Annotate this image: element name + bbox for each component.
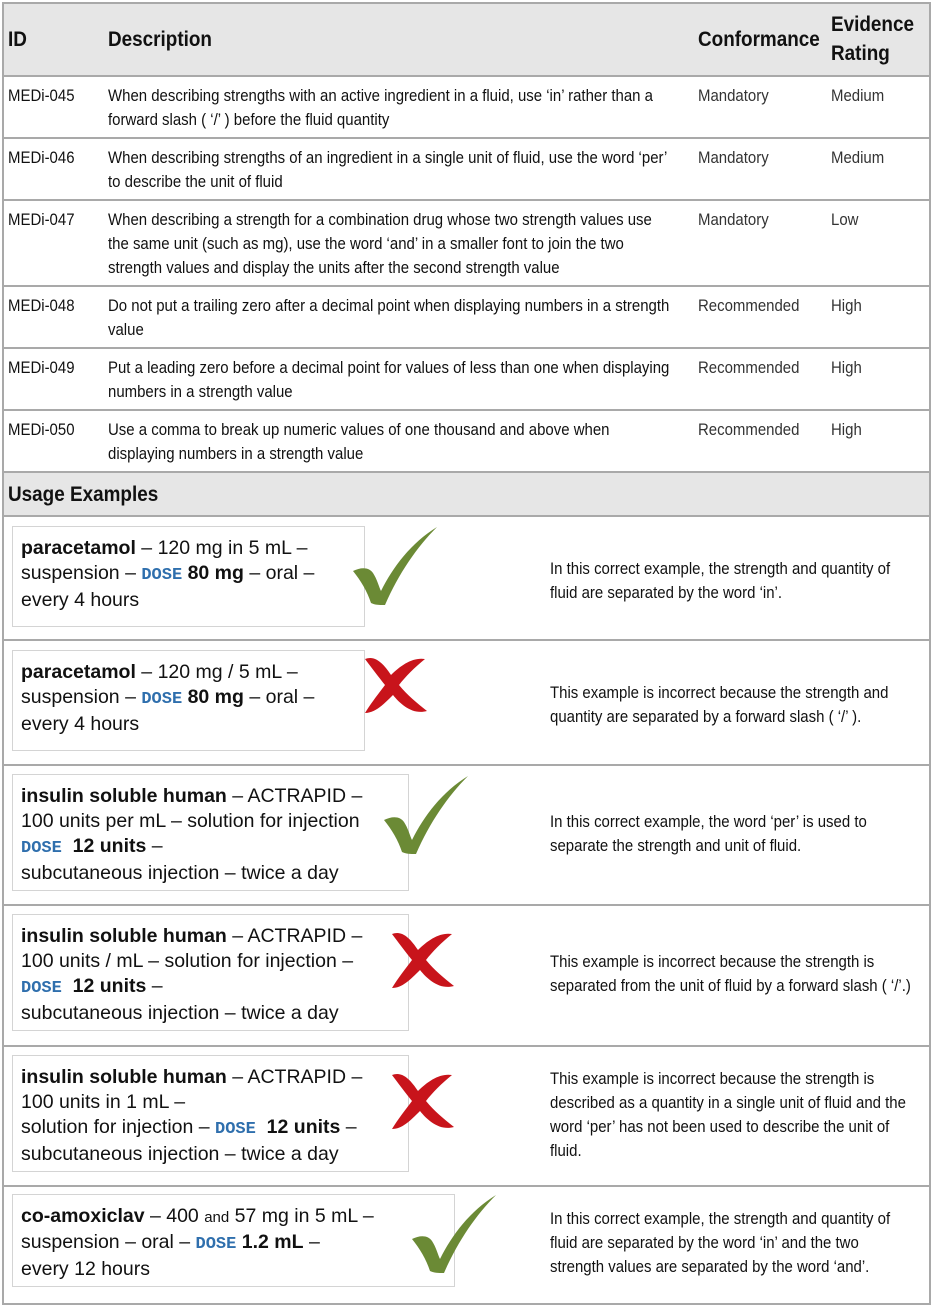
strength-text: 100 units per mL – solution for injection [21,810,360,832]
drug-name: paracetamol [21,537,136,559]
drug-name: insulin soluble human [21,1066,227,1088]
example-explanation [550,1067,928,1163]
dose-value: 1.2 mL [236,1231,304,1253]
strength-text: 100 units / mL – solution for injection – [21,950,354,972]
rule-description [108,146,689,194]
header-id: ID [8,28,27,51]
example-card [12,774,409,891]
desc-line: Do not put a trailing zero after a decimal point when displaying numbers in a strength [108,296,670,315]
cross-icon [388,1071,456,1131]
desc-line: value [108,320,144,339]
desc-line: When describing a strength for a combination drug whose two strength values use [108,210,652,229]
rule-id: MEDi-047 [8,210,75,229]
rule-conformance: Recommended [698,296,800,315]
dose-label: DOSE [195,1235,237,1254]
explanation-line: This example is incorrect because the strength is [550,1069,875,1088]
desc-line: numbers in a strength value [108,382,293,401]
rule-evidence: Low [831,210,859,229]
rule-evidence: Medium [831,86,885,105]
strength-text: – 400 [144,1205,205,1227]
rule-id: MEDi-045 [8,86,75,105]
example-card [12,526,365,627]
desc-line: Put a leading zero before a decimal point for values of less than one when displaying [108,358,670,377]
example-row [4,1047,929,1187]
rule-description [108,208,689,280]
header-evidence-line2: Rating [831,42,890,65]
rule-conformance: Mandatory [698,210,769,229]
table-row [4,349,929,411]
route-text: – oral – [243,686,315,708]
example-row [4,517,929,641]
table-header [4,4,929,77]
table-row [4,139,929,201]
frequency-text: every 4 hours [21,713,140,735]
header-conformance: Conformance [698,28,820,51]
explanation-line: word ‘per’ has not been used to describe the unit of [550,1117,890,1136]
brand-text: – ACTRAPID – [226,785,363,807]
explanation-line: In this correct example, the strength and quantity of [550,1209,891,1228]
drug-name: insulin soluble human [21,925,227,947]
example-row [4,1187,929,1305]
rule-id: MEDi-048 [8,296,75,315]
table-row [4,287,929,349]
example-card [12,1194,455,1287]
explanation-line: fluid. [550,1141,582,1160]
rule-description [108,294,689,342]
explanation-line: separated from the unit of fluid by a forward slash ( ‘/’.) [550,976,911,995]
rule-conformance: Mandatory [698,86,769,105]
explanation-line: quantity are separated by a forward slash ( ‘/’ ). [550,707,862,726]
explanation-line: fluid are separated by the word ‘in’. [550,583,783,602]
drug-name: insulin soluble human [21,785,227,807]
rule-evidence: High [831,420,862,439]
explanation-line: In this correct example, the word ‘per’ is used to [550,812,867,831]
rule-evidence: High [831,296,862,315]
desc-line: the same unit (such as mg), use the word ‘and’ in a smaller font to join the two [108,234,624,253]
example-explanation [550,1207,928,1279]
form-route-text: suspension – oral – [21,1231,196,1253]
strength-text: 57 mg in 5 mL – [229,1205,374,1227]
example-card [12,914,409,1031]
desc-line: forward slash ( ‘/’ ) before the fluid quantity [108,110,390,129]
desc-line: When describing strengths with an active ingredient in a fluid, use ‘in’ rather than a [108,86,653,105]
brand-text: – ACTRAPID – [226,1066,363,1088]
cross-icon [361,655,429,715]
table-row [4,77,929,139]
dose-sep: – [146,975,163,997]
dose-sep: – [340,1116,357,1138]
dose-label: DOSE [21,979,62,998]
route-frequency-text: subcutaneous injection – twice a day [21,1002,339,1024]
dose-value: 12 units [61,975,147,997]
rule-evidence: High [831,358,862,377]
table-row [4,411,929,473]
strength-text: 100 units in 1 mL – [21,1091,186,1113]
dose-value: 80 mg [182,562,244,584]
dose-label: DOSE [141,690,183,709]
rule-id: MEDi-046 [8,148,75,167]
rule-conformance: Recommended [698,358,800,377]
header-evidence-line1: Evidence [831,13,914,36]
example-row [4,766,929,906]
desc-line: When describing strengths of an ingredient in a single unit of fluid, use the word ‘per’ [108,148,668,167]
dose-value: 12 units [255,1116,341,1138]
dose-sep: – [146,835,163,857]
cross-icon [388,930,456,990]
example-card [12,650,365,751]
section-header [4,473,929,517]
guidance-table [2,2,931,1305]
rule-conformance: Recommended [698,420,800,439]
checkmark-icon [351,525,441,607]
desc-line: strength values and display the units after the second strength value [108,258,560,277]
desc-line: to describe the unit of fluid [108,172,283,191]
dose-label: DOSE [141,566,183,585]
explanation-line: described as a quantity in a single unit of fluid and the [550,1093,906,1112]
dose-label: DOSE [21,839,62,858]
desc-line: displaying numbers in a strength value [108,444,364,463]
rule-evidence: Medium [831,148,885,167]
dose-label: DOSE [215,1120,256,1139]
form-text: suspension – [21,686,142,708]
form-text: suspension – [21,562,142,584]
rule-id: MEDi-049 [8,358,75,377]
desc-line: Use a comma to break up numeric values of one thousand and above when [108,420,610,439]
section-title: Usage Examples [8,483,159,506]
dose-value: 80 mg [182,686,244,708]
explanation-line: strength values are separated by the word ‘and’. [550,1257,870,1276]
route-frequency-text: subcutaneous injection – twice a day [21,1143,339,1165]
strength-text: – 120 mg in 5 mL – [135,537,308,559]
explanation-line: separate the strength and unit of fluid. [550,836,802,855]
form-text: solution for injection – [21,1116,216,1138]
explanation-line: In this correct example, the strength and quantity of [550,559,891,578]
dose-value: 12 units [61,835,147,857]
example-row [4,906,929,1047]
rule-conformance: Mandatory [698,148,769,167]
explanation-line: This example is incorrect because the strength and [550,683,889,702]
brand-text: – ACTRAPID – [226,925,363,947]
example-explanation [550,681,928,729]
and-joiner: and [204,1209,230,1226]
route-text: – oral – [243,562,315,584]
explanation-line: fluid are separated by the word ‘in’ and the two [550,1233,859,1252]
table-row [4,201,929,287]
checkmark-icon [382,774,472,856]
strength-text: – 120 mg / 5 mL – [135,661,298,683]
route-frequency-text: subcutaneous injection – twice a day [21,862,339,884]
drug-name: paracetamol [21,661,136,683]
explanation-line: This example is incorrect because the strength is [550,952,875,971]
example-row [4,641,929,766]
rule-id: MEDi-050 [8,420,75,439]
example-explanation [550,557,928,605]
dose-sep: – [303,1231,320,1253]
header-description: Description [108,28,212,51]
drug-name: co-amoxiclav [21,1205,145,1227]
frequency-text: every 4 hours [21,589,140,611]
checkmark-icon [410,1193,500,1275]
example-card [12,1055,409,1172]
frequency-text: every 12 hours [21,1258,150,1280]
rule-description [108,356,689,404]
rule-description [108,418,689,466]
example-explanation [550,810,928,858]
example-explanation [550,950,928,998]
rule-description [108,84,689,132]
